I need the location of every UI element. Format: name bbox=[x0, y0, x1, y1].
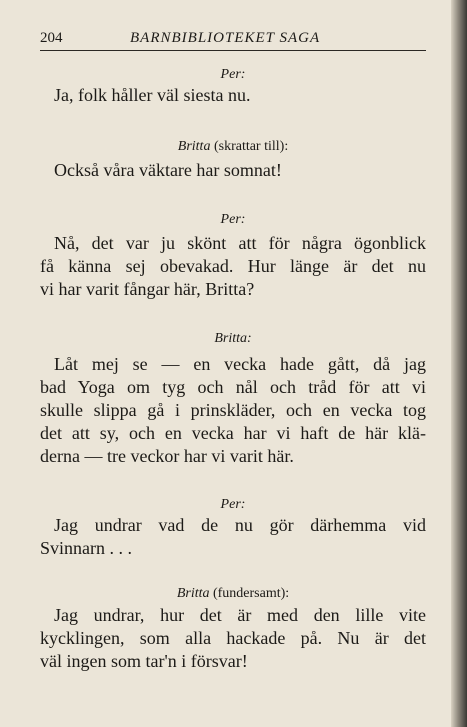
speech-text bbox=[40, 159, 426, 182]
speech-text bbox=[40, 604, 426, 673]
stage-direction: (fundersamt): bbox=[212, 586, 290, 601]
speech-text bbox=[40, 353, 426, 468]
speech-line: bad Yoga om tyg och nål och tråd för att vi bbox=[40, 377, 426, 397]
speaker-name: Per: bbox=[220, 67, 246, 82]
speech-line: Jag undrar, hur det är med den lille vite bbox=[54, 605, 426, 625]
speech-text bbox=[40, 514, 426, 560]
speaker-name: Britta bbox=[177, 139, 211, 154]
speech-line: skulle slippa gå i prinskläder, och en vecka tog bbox=[40, 400, 426, 420]
speech-line: Också våra väktare har somnat! bbox=[54, 160, 282, 180]
speech-line: Ja, folk håller väl siesta nu. bbox=[54, 85, 251, 105]
speaker-name: Per: bbox=[220, 212, 246, 227]
speech-line: få känna sej obevakad. Hur länge är det nu bbox=[40, 256, 426, 276]
running-head: BARNBIBLIOTEKET SAGA bbox=[130, 30, 321, 46]
speaker-label bbox=[40, 331, 426, 347]
speech-line: derna — tre veckor har vi varit här. bbox=[40, 446, 294, 466]
speaker-name: Britta bbox=[176, 586, 210, 601]
stage-direction: (skrattar till): bbox=[213, 139, 289, 154]
speech-line: kycklingen, som alla hackade på. Nu är det bbox=[40, 628, 426, 648]
page-header bbox=[40, 28, 426, 51]
speaker-label bbox=[40, 67, 426, 83]
speech-line: det att sy, och en vecka har vi haft de här klä- bbox=[40, 423, 426, 443]
speech-line: Låt mej se — en vecka hade gått, då jag bbox=[54, 354, 426, 374]
speech-line: väl ingen som tar'n i försvar! bbox=[40, 651, 248, 671]
speaker-label bbox=[40, 212, 426, 228]
speaker-label bbox=[40, 139, 426, 155]
speech-line: vi har varit fångar här, Britta? bbox=[40, 279, 255, 299]
speaker-name: Per: bbox=[220, 497, 246, 512]
book-binding-shadow bbox=[451, 0, 467, 727]
speech-line: Nå, det var ju skönt att för några ögonblick bbox=[54, 233, 426, 253]
speech-line: Svinnarn . . . bbox=[40, 538, 132, 558]
speech-text bbox=[40, 84, 426, 107]
speech-text bbox=[40, 232, 426, 301]
speech-line: Jag undrar vad de nu gör därhemma vid bbox=[54, 515, 426, 535]
speaker-name: Britta: bbox=[214, 331, 252, 346]
speaker-label bbox=[40, 586, 426, 602]
speaker-label bbox=[40, 497, 426, 513]
page-number: 204 bbox=[40, 30, 63, 46]
